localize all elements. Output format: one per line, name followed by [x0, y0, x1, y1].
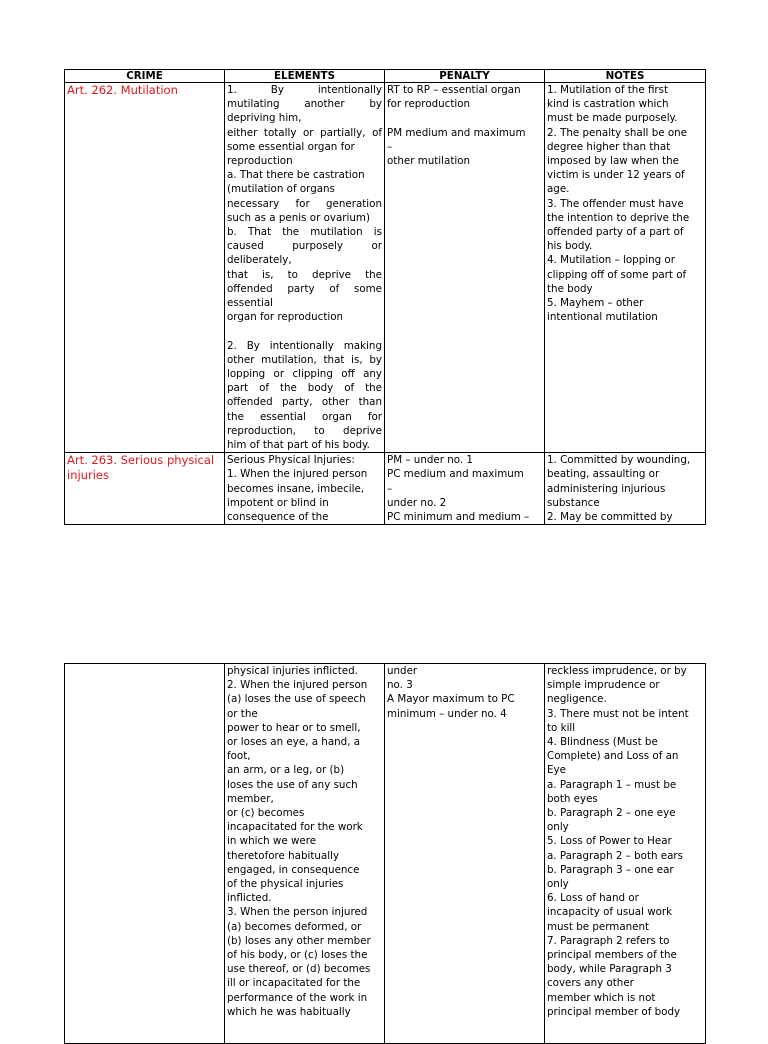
text-line: body, while Paragraph 3 [547, 963, 672, 976]
text-line: substance [547, 496, 600, 509]
text-line: him of that part of his body. [227, 439, 370, 452]
text-line: degree higher than that [547, 140, 671, 153]
text-line: to kill [547, 721, 576, 734]
text-line: depriving him, [227, 112, 302, 125]
text-line: RT to RP – essential organ [387, 84, 521, 96]
text-line: b. That the mutilation is [227, 226, 382, 239]
text-line: clipping off of some part of [547, 268, 687, 281]
table-row-mutilation [65, 83, 706, 453]
text-line: b. Paragraph 2 – one eye [547, 807, 676, 820]
text-line: b. Paragraph 3 – one ear [547, 863, 674, 876]
text-line: which he was habitually [227, 1005, 351, 1018]
text-line: or loses an eye, a hand, a [227, 736, 361, 749]
text-line: theretofore habitually [227, 849, 340, 862]
text-line: necessary for generation [227, 197, 382, 210]
text-line: only [547, 878, 569, 891]
text-line: 5. Mayhem – other [547, 297, 644, 310]
text-line: administering injurious [547, 482, 666, 495]
text-line: his body. [547, 240, 593, 253]
text-line: intentional mutilation [547, 311, 658, 324]
header-elements: ELEMENTS [225, 70, 385, 83]
text-line: the essential organ for [227, 410, 382, 423]
text-line: (a) loses the use of speech [227, 693, 366, 706]
text-line: use thereof, or (d) becomes [227, 963, 371, 976]
crime-table-page-2 [64, 663, 706, 1044]
crime-title: Art. 262. Mutilation [67, 83, 178, 97]
text-line: injuries [67, 468, 109, 483]
text-line: such as a penis or ovarium) [227, 211, 370, 224]
text-line: reckless imprudence, or by [547, 665, 687, 677]
text-line: PC minimum and medium – [387, 511, 530, 524]
text-line: offended party of some [227, 282, 382, 295]
text-line: under no. 2 [387, 496, 447, 509]
header-crime: CRIME [65, 70, 225, 83]
text-line: the body [547, 282, 593, 295]
text-line: consequence of the [227, 511, 329, 524]
text-line: member, [227, 792, 274, 805]
text-line: under [387, 665, 418, 677]
text-line: or (c) becomes [227, 807, 305, 820]
text-line: in which we were [227, 835, 317, 848]
notes-cell [545, 453, 706, 525]
text-line: A Mayor maximum to PC [387, 693, 515, 706]
text-line: Eye [547, 764, 566, 777]
elements-cell [225, 453, 385, 525]
crime-cell [65, 83, 225, 453]
text-line: 1. Committed by wounding, [547, 454, 691, 467]
text-line: victim is under 12 years of [547, 169, 685, 182]
text-line: incapacitated for the work [227, 821, 363, 834]
text-line: physical injuries inflicted. [227, 665, 358, 677]
text-line: 2. The penalty shall be one [547, 126, 687, 139]
text-line: or the [227, 707, 258, 720]
text-line: (a) becomes deformed, or [227, 920, 362, 933]
text-line: other mutilation, that is, by [227, 353, 382, 366]
text-line: 3. The offender must have [547, 197, 684, 210]
text-line: part of the body of the [227, 382, 382, 395]
text-line: an arm, or a leg, or (b) [227, 764, 345, 777]
text-line: 5. Loss of Power to Hear [547, 835, 672, 848]
table-row-serious-physical-injuries [65, 453, 706, 525]
text-line: inflicted. [227, 892, 272, 905]
penalty-cell [385, 664, 545, 1044]
document-page-2 [0, 560, 768, 1024]
text-line: of his body, or (c) loses the [227, 949, 368, 962]
table-header-row [65, 70, 706, 83]
text-line: a. Paragraph 1 – must be [547, 778, 677, 791]
text-line: 4. Mutilation – lopping or [547, 254, 675, 267]
crime-table-page-1 [64, 69, 706, 525]
text-line: PC medium and maximum [387, 468, 524, 481]
text-line: Art. 263. Serious physical [67, 453, 215, 468]
text-line: performance of the work in [227, 991, 368, 1004]
text-line: negligence. [547, 693, 607, 706]
text-line: minimum – under no. 4 [387, 707, 507, 720]
text-line: no. 3 [387, 679, 413, 692]
text-line: principal member of body [547, 1005, 681, 1018]
header-penalty: PENALTY [385, 70, 545, 83]
notes-cell [545, 83, 706, 453]
text-line: (b) loses any other member [227, 934, 371, 947]
text-line: reproduction [227, 155, 293, 168]
text-line: either totally or partially, of [227, 126, 382, 139]
text-line: Complete) and Loss of an [547, 750, 679, 763]
text-line: PM – under no. 1 [387, 454, 473, 467]
text-line: the intention to deprive the [547, 211, 690, 224]
text-line: only [547, 821, 569, 834]
text-line: 1. When the injured person [227, 468, 368, 481]
text-line: for reproduction [387, 98, 471, 111]
text-line: simple imprudence or [547, 679, 660, 692]
header-notes: NOTES [545, 70, 706, 83]
text-line [387, 111, 542, 125]
text-line: – [387, 140, 393, 153]
text-line: mutilating another by [227, 98, 382, 111]
text-line: organ for reproduction [227, 311, 344, 324]
penalty-cell [385, 453, 545, 525]
text-line: some essential organ for [227, 140, 355, 153]
text-line: must be permanent [547, 920, 650, 933]
text-line: reproduction, to deprive [227, 424, 382, 437]
text-line: other mutilation [387, 155, 471, 167]
text-line: must be made purposely. [547, 112, 678, 125]
text-line: lopping or clipping off any [227, 368, 382, 381]
text-line: 3. There must not be intent [547, 707, 689, 720]
text-line: 2. May be committed by [547, 511, 673, 524]
text-line: covers any other [547, 977, 634, 990]
penalty-cell [385, 83, 545, 453]
text-line: a. That there be castration [227, 169, 365, 182]
crime-cell [65, 453, 225, 525]
elements-cell [225, 83, 385, 453]
text-line: 2. When the injured person [227, 679, 368, 692]
text-line: foot, [227, 750, 251, 763]
text-line: caused purposely or [227, 240, 382, 253]
text-line: impotent or blind in [227, 496, 329, 509]
text-line: a. Paragraph 2 – both ears [547, 849, 684, 862]
text-line: 1. By intentionally [227, 84, 382, 96]
text-line: beating, assaulting or [547, 468, 660, 481]
text-line: 2. By intentionally making [227, 339, 382, 352]
text-line: loses the use of any such [227, 778, 358, 791]
text-line: member which is not [547, 991, 656, 1004]
text-line: imposed by law when the [547, 155, 679, 168]
text-line: age. [547, 183, 570, 196]
text-line: incapacity of usual work [547, 906, 673, 919]
text-line: becomes insane, imbecile, [227, 482, 365, 495]
text-line: offended party of a part of [547, 226, 684, 239]
text-line: essential [227, 297, 273, 310]
text-line: 4. Blindness (Must be [547, 736, 658, 749]
text-line: 1. Mutilation of the first [547, 84, 669, 96]
text-line: both eyes [547, 792, 598, 805]
text-line: ill or incapacitated for the [227, 977, 361, 990]
text-line: 3. When the person injured [227, 906, 368, 919]
text-line: deliberately, [227, 254, 292, 267]
text-line [227, 324, 382, 338]
text-line: power to hear or to smell, [227, 721, 361, 734]
notes-cell [545, 664, 706, 1044]
text-line: engaged, in consequence [227, 863, 360, 876]
crime-cell [65, 664, 225, 1044]
text-line: kind is castration which [547, 98, 669, 111]
text-line: PM medium and maximum [387, 126, 526, 139]
text-line: of the physical injuries [227, 878, 344, 891]
text-line: principal members of the [547, 949, 677, 962]
text-line: – [387, 482, 393, 495]
text-line: offended party, other than [227, 396, 382, 409]
table-row-continued [65, 664, 706, 1044]
text-line: (mutilation of organs [227, 183, 335, 196]
text-line: that is, to deprive the [227, 268, 382, 281]
text-line: 6. Loss of hand or [547, 892, 639, 905]
text-line: Serious Physical Injuries: [227, 454, 355, 467]
elements-cell [225, 664, 385, 1044]
text-line: 7. Paragraph 2 refers to [547, 934, 670, 947]
